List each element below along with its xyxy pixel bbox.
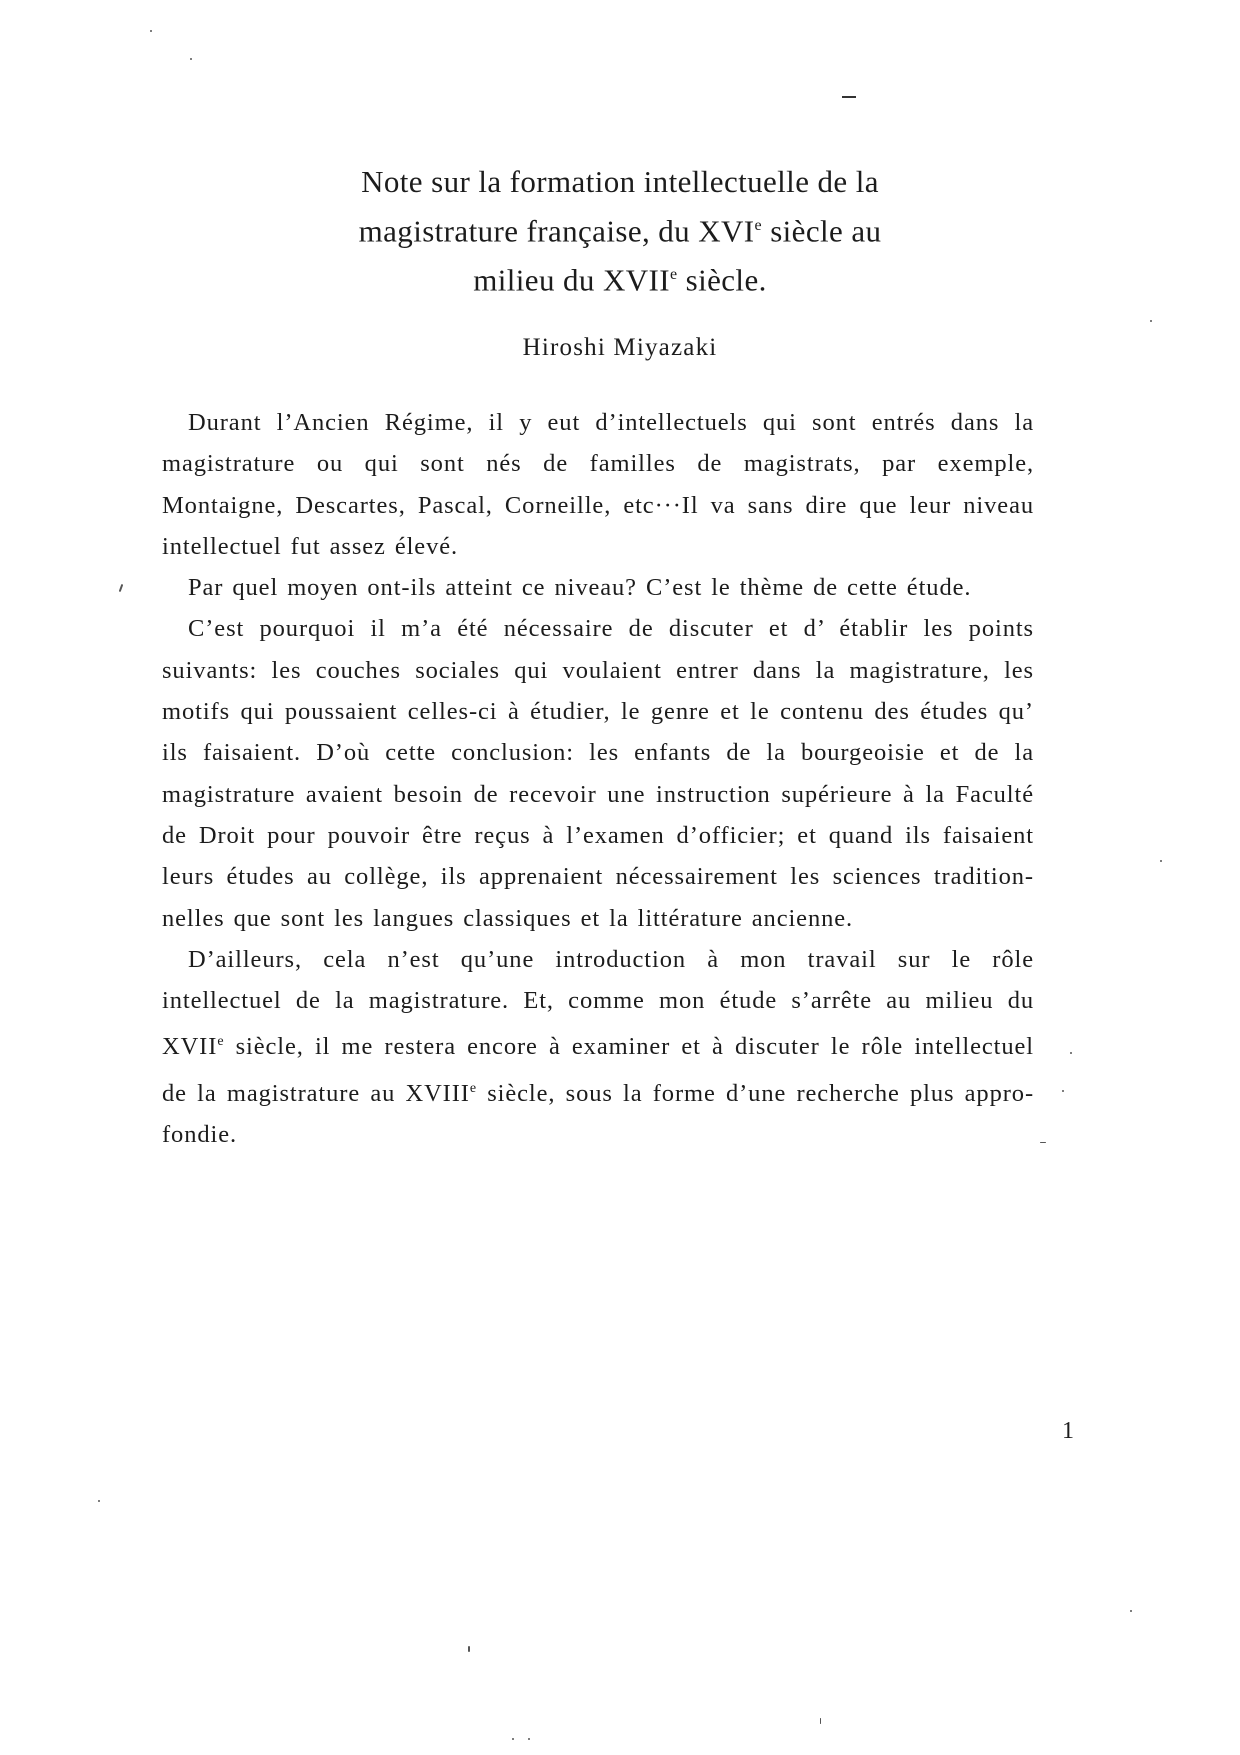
paragraph-4 bbox=[162, 939, 1034, 1156]
title-line-3-tail: siècle. bbox=[677, 262, 767, 298]
title-line-3-superscript: e bbox=[669, 266, 678, 284]
scan-speck bbox=[150, 30, 152, 32]
scan-speck bbox=[512, 1738, 514, 1740]
scan-speck bbox=[1040, 1142, 1046, 1143]
scan-speck bbox=[98, 1500, 100, 1502]
page-number: 1 bbox=[1062, 1418, 1074, 1444]
title-line-3-text: milieu du XVII bbox=[473, 262, 670, 298]
title-line-2-tail: siècle au bbox=[762, 213, 882, 249]
author-name: Hiroshi Miyazaki bbox=[522, 334, 718, 361]
paragraph-1: Durant l’Ancien Régime, il y eut d’intellectuels qui sont entrés dans la magistrature ou qui sont nés de familles de magistrats, par exemple, Montaigne, Descartes, Pascal, Corneille, etc···Il va sans dire que leur niveau intellectuel fut assez élevé. bbox=[162, 409, 1034, 560]
scan-speck bbox=[1130, 1610, 1132, 1612]
title-line-3 bbox=[240, 253, 1000, 302]
paper-title bbox=[240, 160, 1000, 303]
scan-speck bbox=[1070, 1052, 1072, 1054]
paragraph-4-part-a: D’ailleurs, cela n’est qu’une introduction à mon travail sur le rôle intellectuel de la magistrature. Et, comme mon étude s’arrête au milieu du XVII bbox=[162, 945, 1034, 1061]
title-line-2-superscript: e bbox=[754, 217, 763, 234]
title-line-2 bbox=[240, 204, 1000, 253]
scan-speck bbox=[468, 1646, 470, 1652]
paragraph-4-part-c: siècle, sous la forme d’une recherche plus appro-fondie. bbox=[162, 1080, 1034, 1149]
scan-speck bbox=[528, 1738, 530, 1740]
paragraph-4-superscript-2: e bbox=[469, 1080, 477, 1096]
abstract-body bbox=[162, 402, 1034, 1156]
paragraph-2: Par quel moyen ont-ils atteint ce niveau? C’est le thème de cette étude. bbox=[188, 574, 972, 602]
scan-speck bbox=[1062, 1090, 1064, 1092]
scan-speck bbox=[190, 58, 192, 60]
title-line-2-text: magistrature française, du XVI bbox=[358, 213, 755, 249]
title-line-1: Note sur la formation intellectuelle de la bbox=[361, 164, 879, 199]
scan-speck bbox=[1150, 320, 1152, 322]
paragraph-4-part-b: siècle, il me restera encore à examiner et à discuter le rôle intellectuel de la magistrature au XVIII bbox=[162, 1033, 1034, 1108]
top-dash-mark bbox=[842, 96, 856, 98]
paragraph-3: C’est pourquoi il m’a été nécessaire de discuter et d’ établir les points suivants: les couches sociales qui voulaient entrer dans la magistrature, les motifs qui poussaient celles-ci à étudier, le genre et le contenu des études qu’ ils faisaient. D’où cette conclusion: les enfants de la bourgeoisie et de la magistrature avaient besoin de recevoir une instruction supérieure à la Faculté de Droit pour pouvoir être reçus à l’examen d’officier; et quand ils faisaient leurs études au collège, ils apprenaient nécessairement les sciences tradition-nelles que sont les langues classiques et la littérature ancienne. bbox=[162, 615, 1034, 932]
paragraph-4-superscript-1: e bbox=[217, 1034, 225, 1050]
scan-speck bbox=[119, 584, 124, 592]
scan-speck bbox=[1160, 860, 1162, 862]
scan-speck bbox=[820, 1718, 821, 1724]
